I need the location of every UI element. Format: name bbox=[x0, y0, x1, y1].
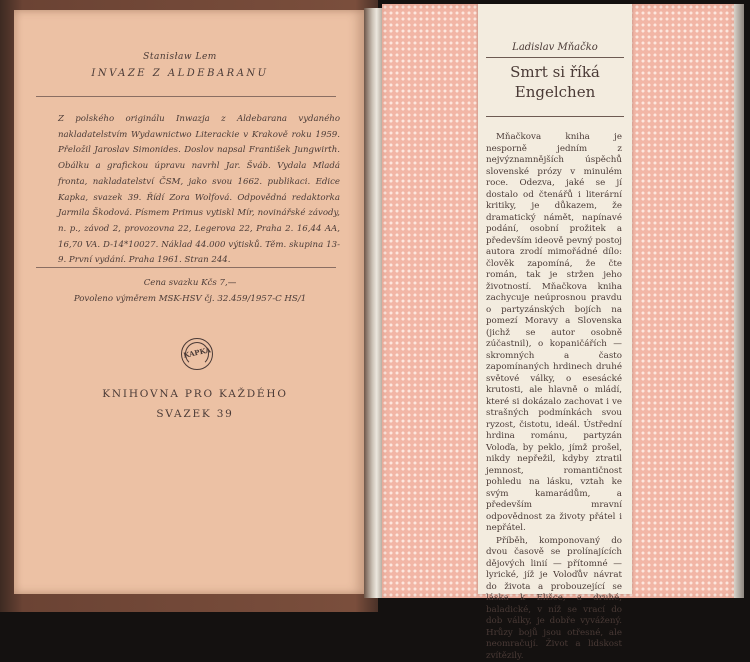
series-line-2: SVAZEK 39 bbox=[60, 404, 330, 424]
book-gutter bbox=[364, 8, 382, 598]
right-divider-top bbox=[486, 57, 624, 58]
right-divider-bottom bbox=[486, 116, 624, 117]
price-block bbox=[40, 276, 340, 307]
right-title bbox=[478, 62, 632, 102]
price-text: Cena svazku Kčs 7,— bbox=[40, 276, 340, 292]
blurb-paragraph-2: Příběh, komponovaný do dvou časově se prolínajících dějových linií — přítomné — lyrické, jíž je Voloďův návrat do života a probouzející se láska k Elišce, a druhé, baladické, v níž se vrací do dob války, je dobře vyvážený. Hrůzy bojů jsou otřesné, ale neomračují. Život a lidskost zvítězily. bbox=[486, 536, 622, 662]
divider-top bbox=[36, 96, 336, 97]
imprint-text: Z polského originálu Inwazja z Aldebarana vydaného nakladatelstvím Wydawnictwo Literackie v Krakově roku 1959. Přeložil Jaroslav Simonides. Doslov napsal František Jungwirth. Obálku a grafickou úpravu navrhl Jar. Šváb. Vydala Mladá fronta, nakladatelství ČSM, jako svou 1662. publikaci. Edice Kapka, svazek 39. Řídí Zora Wolfová. Odpovědná redaktorka Jarmila Škodová. Písmem Primus vytiskl Mír, novinářské závody, n. p., závod 2, provozovna 22, Legerova 22, Praha 2. 16,44 AA, 16,70 VA. D-14*10027. Náklad 44.000 výtisků. Těm. skupina 13-9. První vydání. Praha 1961. Stran 244. bbox=[58, 112, 340, 269]
series-line-1: KNIHOVNA PRO KAŽDÉHO bbox=[60, 384, 330, 404]
blurb-paragraph-1: Mňačkova kniha je nesporně jedním z nejvýznamnějších úspěchů slovenské prózy v minulém roce. Odezva, jaké se jí dostalo od čtenářů i literární kritiky, je důkazem, že dramatický námět, napínavé podání, osobní prožitek a především ideově pevný postoj autora zrodí mimořádné dílo: člověk zapomíná, že čte román, tak je stržen jeho životností. Mňačkova kniha zachycuje neúprosnou pravdu o partyzánských bojích na pomezí Moravy a Slovenska (jichž se autor osobně zúčastnil), o kopaničářích — skromných a často zapomínaných hrdinech druhé světové války, o esesácké krutosti, ale hlavně o mládí, které si dokázalo zachovat i ve strašných podmínkách svou ryzost, čistotu, ideál. Ústřední hrdina románu, partyzán Voloďa, by peklo, jímž prošel, nikdy nepřežil, kdyby ztratil jemnost, romantičnost pohledu na lásku, vztah ke svým kamarádům, a především mravní odpovědnost za životy přátel i nepřátel. bbox=[486, 132, 622, 535]
logo-text: KAPKA bbox=[181, 345, 212, 360]
right-title-line-2: Engelchen bbox=[478, 82, 632, 102]
divider-middle bbox=[36, 267, 336, 268]
left-title: INVAZE Z ALDEBARANU bbox=[40, 68, 320, 79]
right-author: Ladislav Mňačko bbox=[478, 42, 632, 53]
series-block bbox=[60, 384, 330, 424]
kapka-logo-icon bbox=[181, 338, 213, 370]
blurb-text bbox=[486, 132, 622, 662]
right-page-edge bbox=[734, 4, 744, 598]
right-title-line-1: Smrt si říká bbox=[478, 62, 632, 82]
approval-text: Povoleno výměrem MSK-HSV čj. 32.459/1957-C HS/1 bbox=[40, 292, 340, 308]
left-author: Stanisław Lem bbox=[80, 52, 280, 62]
